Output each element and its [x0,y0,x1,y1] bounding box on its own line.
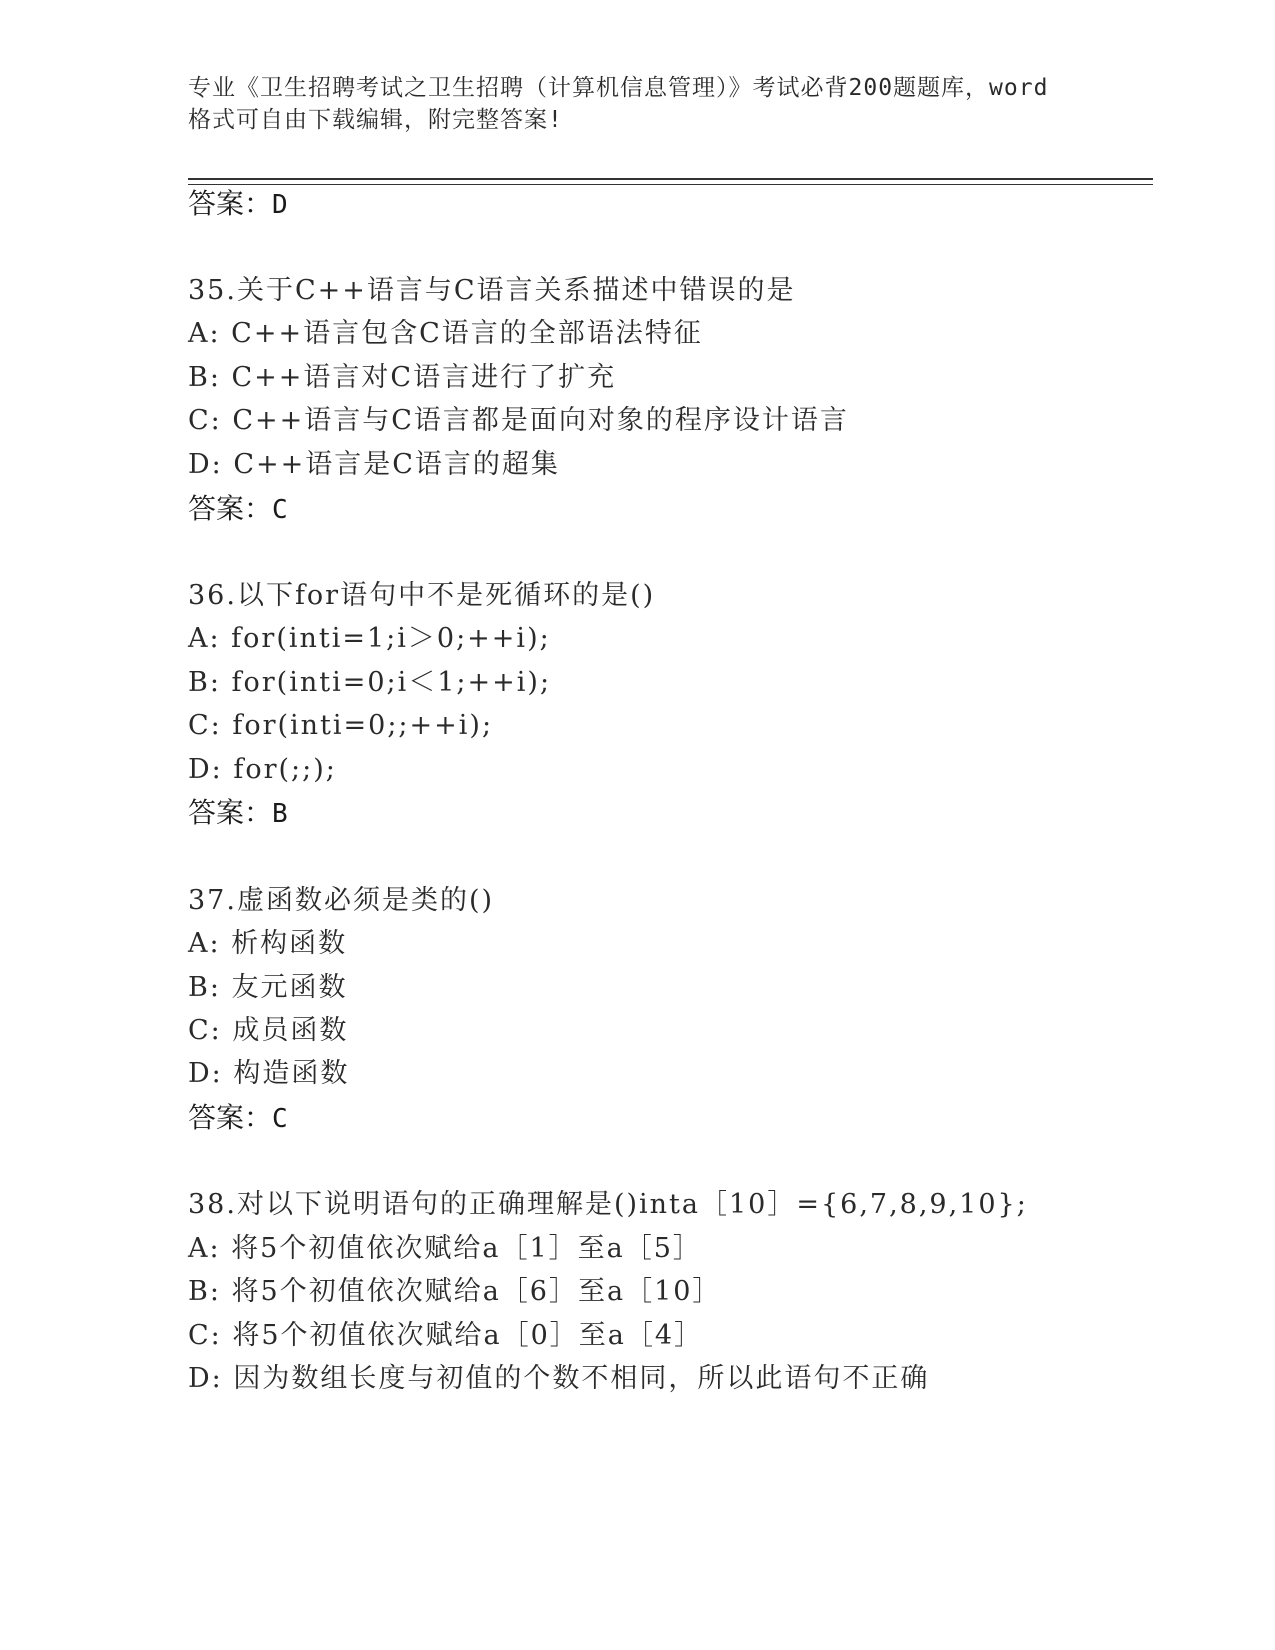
answer-value: B [272,799,288,829]
question-36-answer [188,795,288,832]
answer-value: C [272,1104,288,1134]
question-38-option-b: B: 将5个初值依次赋给a［6］至a［10］ [188,1276,722,1307]
header-divider-thin [188,184,1153,185]
answer-label: 答案： [188,492,273,525]
question-37-option-a: A: 析构函数 [188,928,348,959]
question-36-option-c: C: for(inti=0;;++i); [188,710,494,741]
question-38-stem: 38.对以下说明语句的正确理解是()inta［10］={6,7,8,9,10}; [188,1189,1028,1220]
answer-value: D [272,190,288,220]
question-35-option-c: C: C++语言与C语言都是面向对象的程序设计语言 [188,405,849,436]
header-line-2: 格式可自由下载编辑，附完整答案! [188,107,563,133]
question-35-option-b: B: C++语言对C语言进行了扩充 [188,362,617,393]
question-35-option-a: A: C++语言包含C语言的全部语法特征 [188,318,703,349]
question-38-option-a: A: 将5个初值依次赋给a［1］至a［5］ [188,1233,702,1264]
question-38-option-c: C: 将5个初值依次赋给a［0］至a［4］ [188,1320,704,1351]
question-36-option-d: D: for(;;); [188,754,337,785]
answer-previous [188,186,288,223]
document-header [188,72,1088,136]
answer-label: 答案： [188,1101,273,1134]
answer-value: C [272,495,288,525]
question-37-answer [188,1100,288,1137]
question-38-option-d: D: 因为数组长度与初值的个数不相同，所以此语句不正确 [188,1363,930,1394]
question-37-option-c: C: 成员函数 [188,1015,349,1046]
header-line-1: 专业《卫生招聘考试之卫生招聘（计算机信息管理）》考试必背200题题库，word [188,75,1049,101]
question-35-answer [188,491,288,528]
answer-label: 答案： [188,796,273,829]
question-37-option-b: B: 友元函数 [188,972,348,1003]
question-37-option-d: D: 构造函数 [188,1058,350,1089]
question-35-stem: 35.关于C++语言与C语言关系描述中错误的是 [188,275,796,306]
question-36-option-a: A: for(inti=1;i＞0;++i); [188,623,551,654]
question-35-option-d: D: C++语言是C语言的超集 [188,449,560,480]
question-36-option-b: B: for(inti=0;i＜1;++i); [188,667,552,698]
header-divider-thick [188,178,1153,180]
question-37-stem: 37.虚函数必须是类的() [188,885,495,916]
answer-label: 答案： [188,187,273,220]
question-36-stem: 36.以下for语句中不是死循环的是() [188,580,656,611]
